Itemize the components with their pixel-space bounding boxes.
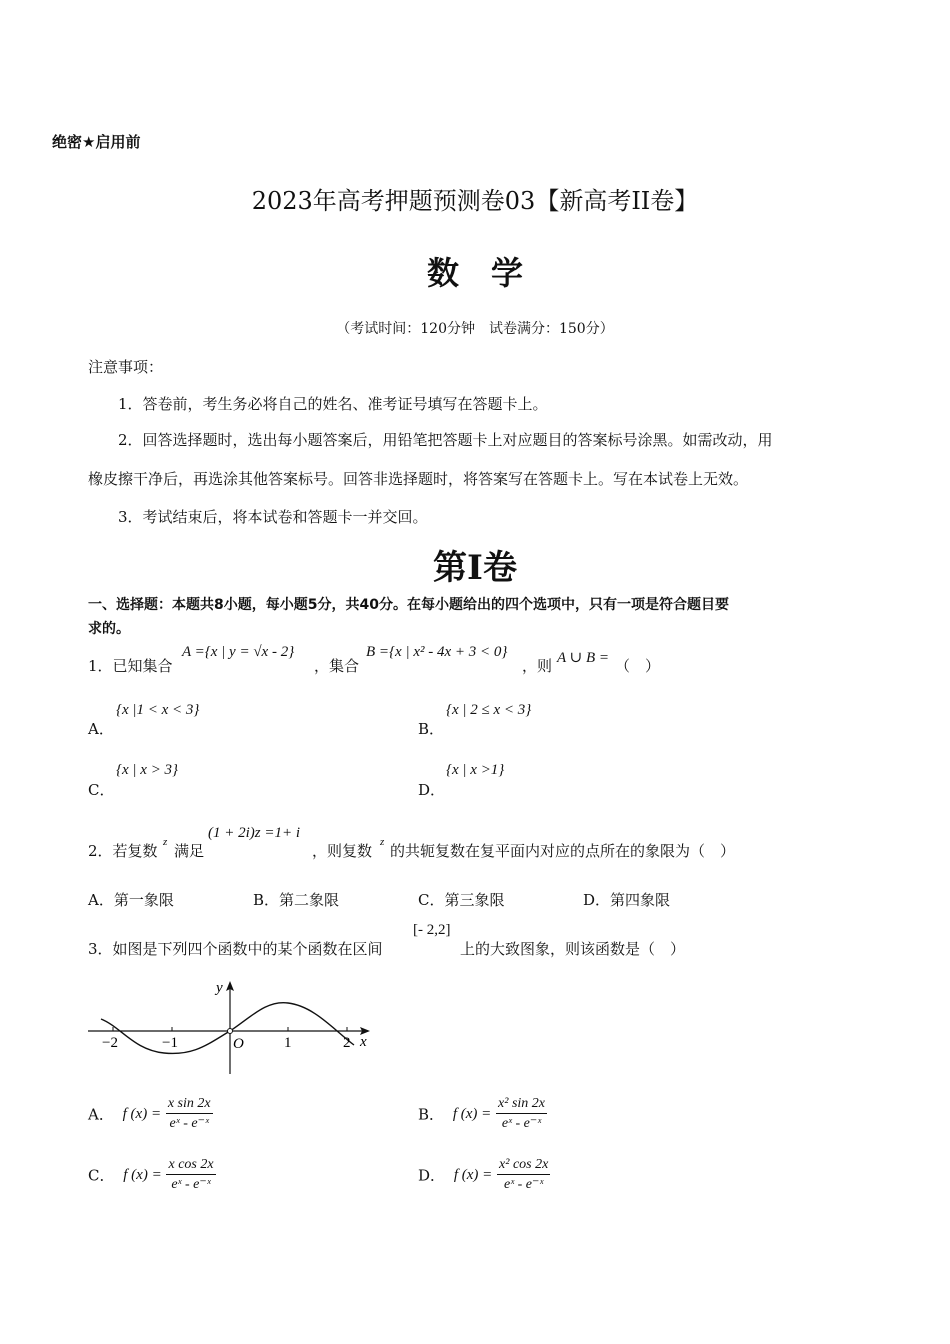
q2-option-d-value: 第四象限	[610, 891, 671, 909]
q2-option-c-value: 第三象限	[444, 891, 505, 909]
q2-option-a-label: A．	[88, 891, 114, 909]
function-curve	[101, 1003, 354, 1054]
q3-option-a-label: A．	[88, 1105, 114, 1124]
q1-prefix: 1．已知集合	[88, 657, 173, 675]
q2-option-c	[418, 889, 505, 910]
q2-option-b	[253, 889, 339, 910]
q3-option-c-lhs: f (x) =	[123, 1166, 162, 1183]
q1-option-d-value: {x | x >1}	[446, 762, 505, 778]
q3-function-graph	[86, 972, 376, 1078]
q2-option-d	[583, 889, 670, 910]
q1-option-a-label: A．	[88, 720, 114, 738]
q2-option-b-value: 第二象限	[279, 891, 340, 909]
q2-prefix: 2．若复数	[88, 842, 158, 860]
q2-option-a	[88, 889, 174, 910]
q2-suffix: 的共轭复数在复平面内对应的点所在的象限为（ ）	[390, 842, 736, 860]
q2-z2: z	[380, 836, 385, 848]
q3-suffix: 上的大致图象，则该函数是（ ）	[460, 940, 686, 958]
x-axis-label: x	[360, 1034, 367, 1050]
q1-set-a: A ={x | y = √x - 2}	[182, 644, 295, 660]
q2-z1: z	[163, 836, 168, 848]
subject-title: 数 学	[426, 254, 523, 292]
q3-option-d-lhs: f (x) =	[453, 1166, 493, 1183]
q2-option-b-label: B．	[253, 891, 280, 909]
q1-option-c-value: {x | x > 3}	[116, 762, 179, 778]
q3-option-c	[88, 1157, 216, 1193]
q1-option-b-value: {x | 2 ≤ x < 3}	[446, 702, 532, 718]
q2-option-a-value: 第一象限	[113, 891, 174, 909]
q3-option-a-lhs: f (x) =	[122, 1105, 162, 1122]
section-instructions: 一、选择题：本题共8小题，每小题5分，共40分。在每小题给出的四个选项中，只有一项是符合题目要	[88, 597, 729, 613]
exam-title: 2023年高考押题预测卷03【新高考II卷】	[251, 187, 699, 215]
q3-option-d	[418, 1157, 550, 1193]
q3-prefix: 3．如图是下列四个函数中的某个函数在区间	[88, 940, 383, 958]
q3-option-c-denominator: eˣ - e⁻ˣ	[171, 1177, 211, 1192]
tick-label-1: 1	[284, 1035, 292, 1051]
q1-option-c-label: C．	[88, 781, 115, 799]
q3-option-d-numerator: x² cos 2x	[497, 1157, 550, 1175]
notice-heading: 注意事项：	[88, 358, 164, 376]
tick-label-neg2: −2	[102, 1035, 118, 1051]
y-axis-label: y	[216, 980, 223, 996]
section-title: 第Ⅰ卷	[433, 548, 517, 588]
q2-option-c-label: C．	[418, 891, 445, 909]
notice-item-3: 3．考试结束后，将本试卷和答题卡一并交回。	[118, 508, 428, 526]
q3-option-c-fraction	[166, 1157, 215, 1193]
q3-option-b-label: B．	[418, 1105, 445, 1124]
q3-option-d-fraction	[497, 1157, 550, 1193]
q3-option-d-label: D．	[418, 1166, 446, 1185]
section-instructions-cont: 求的。	[88, 621, 130, 637]
q1-option-d-label: D．	[418, 781, 446, 799]
q1-expr: A ∪ B =	[557, 650, 609, 666]
q1-mid: ，集合	[314, 657, 360, 675]
q3-option-b-lhs: f (x) =	[452, 1105, 492, 1122]
q3-option-a-fraction	[166, 1096, 213, 1132]
origin-point	[228, 1029, 233, 1034]
tick-label-neg1: −1	[162, 1035, 178, 1051]
q2-equation: (1 + 2i)z =1+ i	[208, 825, 301, 841]
q1-paren: （ ）	[615, 657, 661, 675]
q3-interval: [- 2,2]	[413, 922, 451, 938]
q1-set-b: B ={x | x² - 4x + 3 < 0}	[366, 644, 508, 660]
notice-item-1: 1．答卷前，考生务必将自己的姓名、准考证号填写在答题卡上。	[118, 395, 548, 413]
time-info: （考试时间：120分钟 试卷满分：150分）	[336, 321, 614, 337]
notice-item-2: 2．回答选择题时，选出每小题答案后，用铅笔把答题卡上对应题目的答案标号涂黑。如需改动，用	[118, 431, 773, 449]
secret-label: 绝密★启用前	[52, 133, 141, 151]
q1-suffix: ，则	[522, 657, 553, 675]
tick-label-2: 2	[343, 1035, 351, 1051]
q3-option-a-denominator: eˣ - e⁻ˣ	[169, 1116, 209, 1131]
q3-option-a-numerator: x sin 2x	[166, 1096, 213, 1114]
q3-option-b-fraction	[496, 1096, 547, 1132]
q3-option-b-numerator: x² sin 2x	[496, 1096, 547, 1114]
q1-option-a-value: {x |1 < x < 3}	[116, 702, 200, 718]
q1-option-b-label: B．	[418, 720, 445, 738]
q3-option-b	[418, 1096, 547, 1132]
q3-option-c-numerator: x cos 2x	[166, 1157, 215, 1175]
q3-option-b-denominator: eˣ - e⁻ˣ	[501, 1116, 542, 1131]
origin-label: O	[233, 1036, 244, 1052]
q3-option-a	[88, 1096, 213, 1132]
notice-item-2-cont: 橡皮擦干净后，再选涂其他答案标号。回答非选择题时，将答案写在答题卡上。写在本试卷上无效。	[88, 470, 749, 488]
q2-mid: ，则复数	[312, 842, 373, 860]
q3-option-c-label: C．	[88, 1166, 115, 1185]
q3-option-d-denominator: eˣ - e⁻ˣ	[503, 1177, 544, 1192]
q2-satisfies: 满足	[174, 842, 205, 860]
q2-option-d-label: D．	[583, 891, 611, 909]
